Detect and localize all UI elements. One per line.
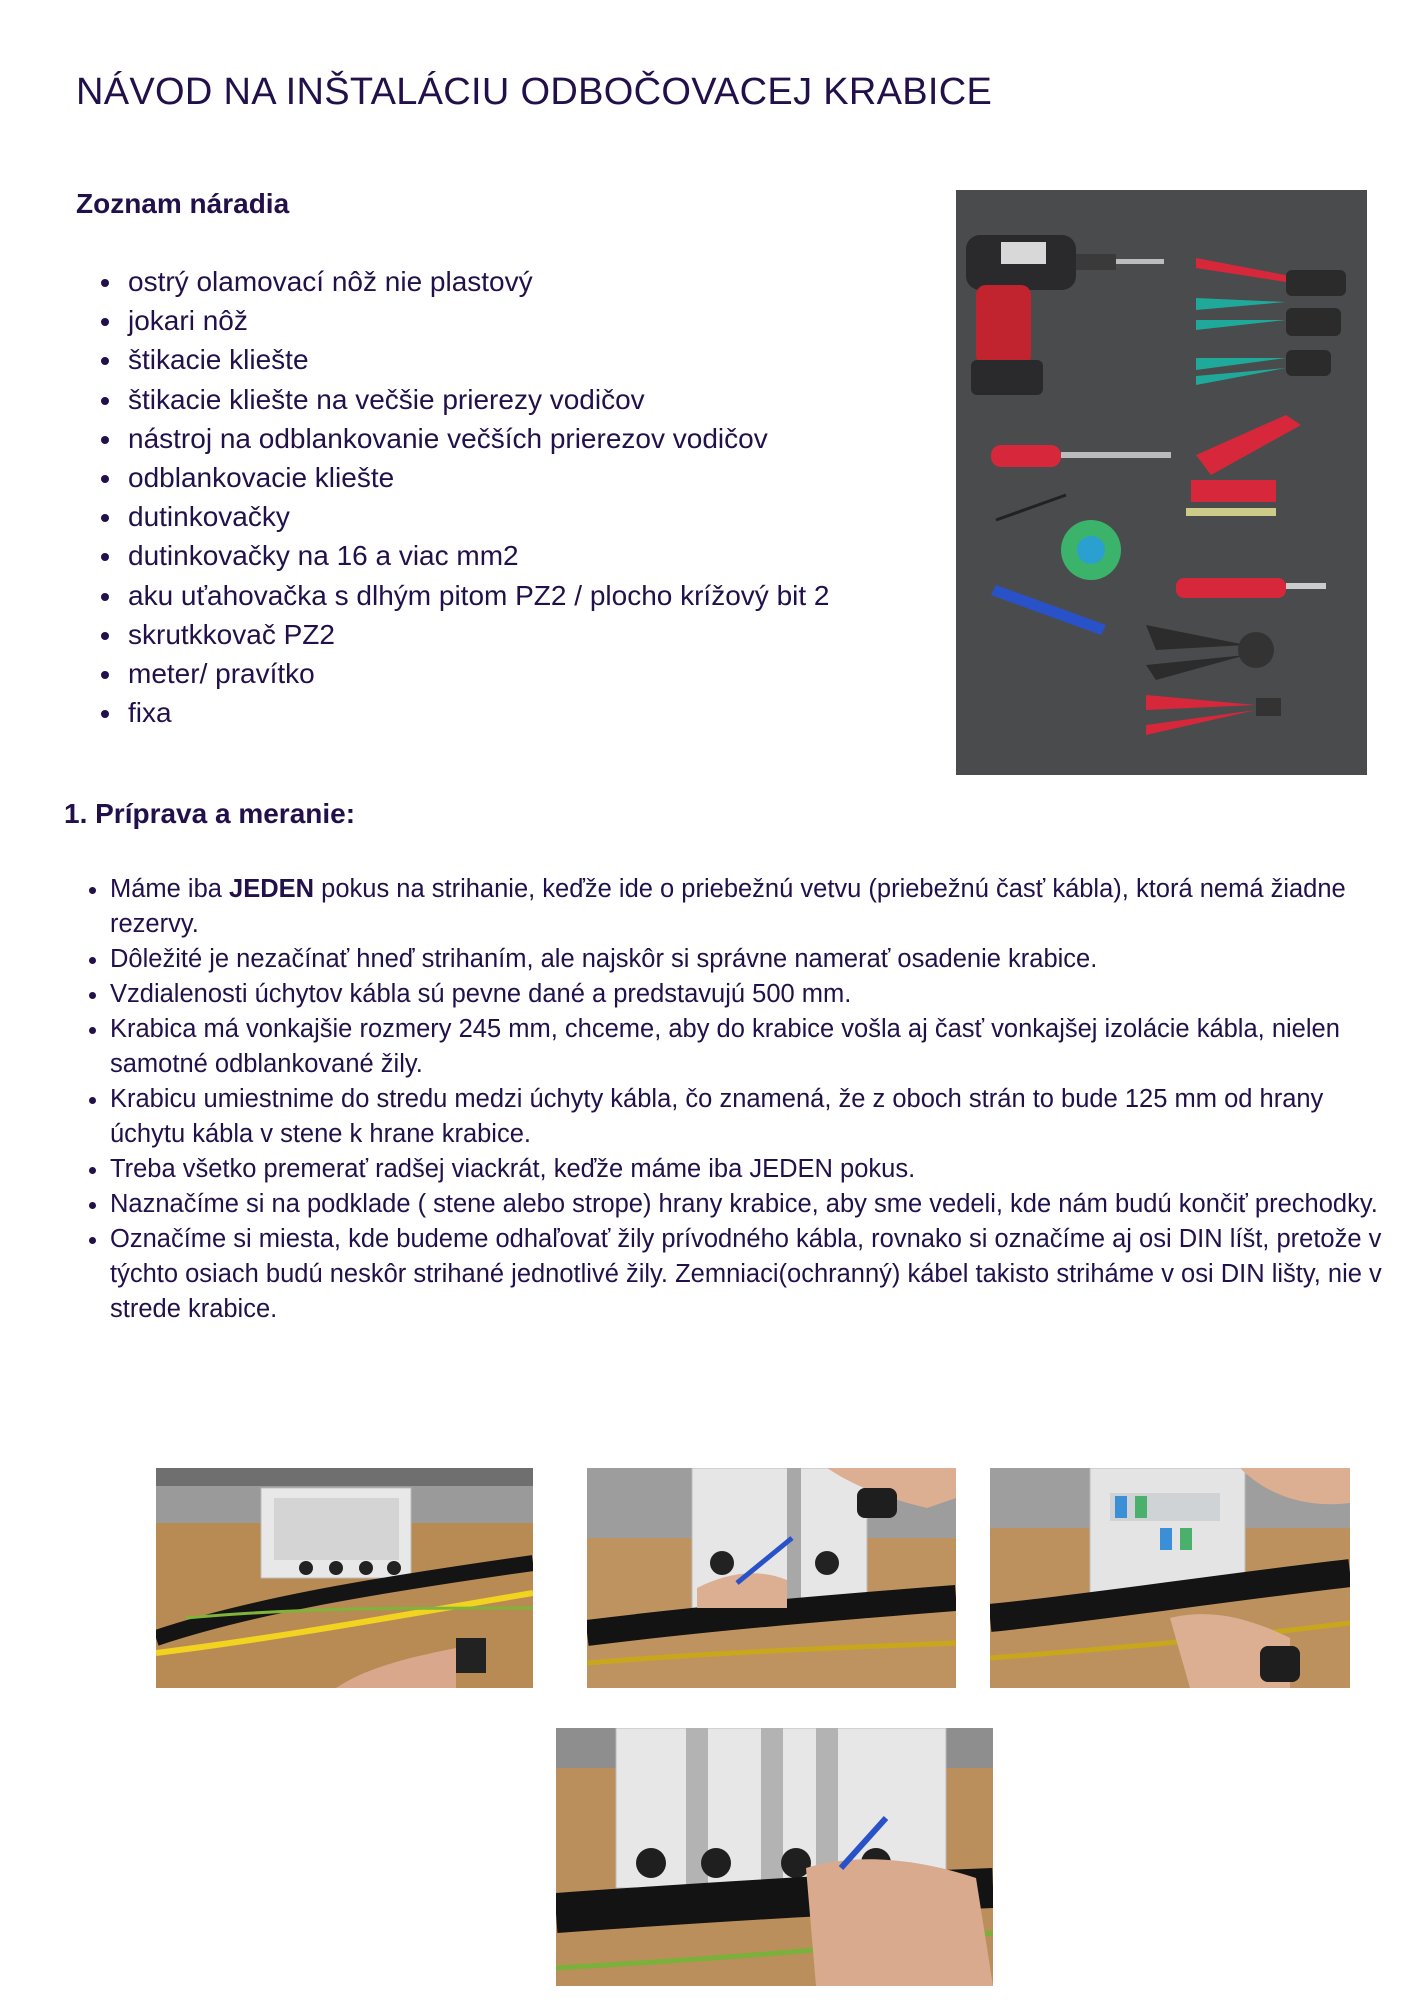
- list-item: • nástroj na odblankovanie večších prierezov vodičov: [124, 419, 830, 458]
- tools-photo: [956, 190, 1367, 775]
- list-item: • Treba všetko premerať radšej viackrát, keďže máme iba JEDEN pokus.: [110, 1152, 1400, 1187]
- steps-list: [64, 872, 1400, 1327]
- list-item: • Dôležité je nezačínať hneď strihaním, ale najskôr si správne namerať osadenie krabice.: [110, 942, 1400, 977]
- step-photo-marking-edges: [587, 1468, 956, 1688]
- step-photo-marking-cores: [990, 1468, 1350, 1688]
- step-photo-din-axis: [556, 1728, 993, 1986]
- list-item: • štikacie kliešte: [124, 340, 830, 379]
- list-item: • Naznačíme si na podklade ( stene alebo strope) hrany krabice, aby sme vedeli, kde nám budú končiť prechodky.: [110, 1187, 1400, 1222]
- list-item: • Krabica má vonkajšie rozmery 245 mm, chceme, aby do krabice vošla aj časť vonkajšej izolácie kábla, nielen samotné odblankované žily.: [110, 1012, 1400, 1082]
- list-item: • ostrý olamovací nôž nie plastový: [124, 262, 830, 301]
- list-item: • fixa: [124, 693, 830, 732]
- step-photo-measuring: [156, 1468, 533, 1688]
- list-item: • štikacie kliešte na večšie prierezy vodičov: [124, 380, 830, 419]
- tools-list: [76, 262, 830, 732]
- section-heading: 1. Príprava a meranie:: [64, 798, 356, 829]
- list-item: • Máme iba JEDEN pokus na strihanie, keďže ide o priebežnú vetvu (priebežnú časť kábla), ktorá nemá žiadne rezervy.: [110, 872, 1400, 942]
- list-item: • dutinkovačky na 16 a viac mm2: [124, 536, 830, 575]
- list-item: • jokari nôž: [124, 301, 830, 340]
- list-item: • dutinkovačky: [124, 497, 830, 536]
- list-item: • meter/ pravítko: [124, 654, 830, 693]
- list-item: • Krabicu umiestnime do stredu medzi úchyty kábla, čo znamená, že z oboch strán to bude 125 mm od hrany úchytu kábla v stene k hrane krabice.: [110, 1082, 1400, 1152]
- list-item: • skrutkkovač PZ2: [124, 615, 830, 654]
- list-item: • Označíme si miesta, kde budeme odhaľovať žily prívodného kábla, rovnako si označíme aj osi DIN líšt, pretože v týchto osiach budú neskôr strihané jednotlivé žily. Zemniaci(ochranný) kábel takisto striháme v osi DIN lišty, nie v strede krabice.: [110, 1222, 1400, 1327]
- list-item: • Vzdialenosti úchytov kábla sú pevne dané a predstavujú 500 mm.: [110, 977, 1400, 1012]
- tools-heading: Zoznam náradia: [76, 188, 290, 219]
- list-item: • odblankovacie kliešte: [124, 458, 830, 497]
- page-title: NÁVOD NA INŠTALÁCIU ODBOČOVACEJ KRABICE: [76, 71, 993, 114]
- list-item: • aku uťahovačka s dlhým pitom PZ2 / plocho krížový bit 2: [124, 576, 830, 615]
